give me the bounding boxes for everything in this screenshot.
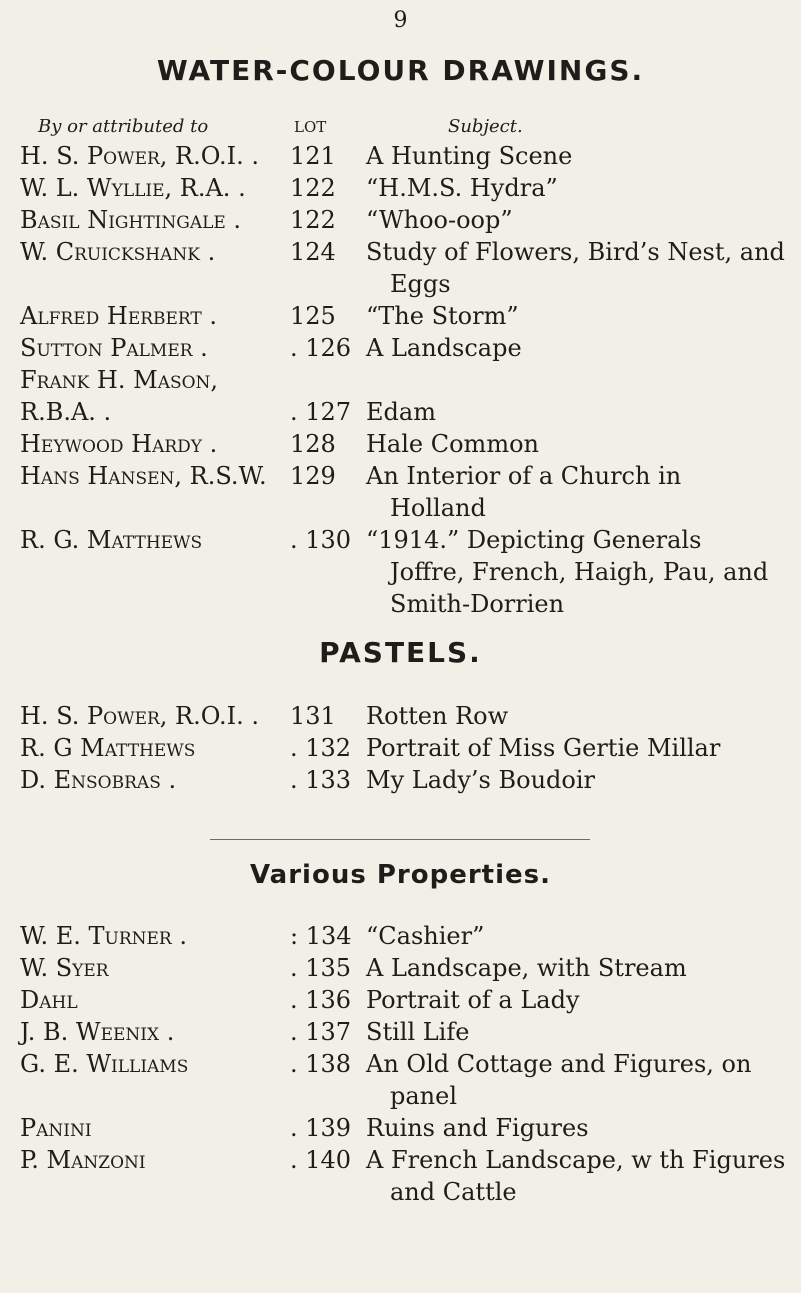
entry-lot-number bbox=[290, 428, 340, 460]
catalogue-entry bbox=[0, 1112, 801, 1144]
various-properties-list bbox=[0, 920, 801, 1208]
entry-lot-number-text: . 132 bbox=[290, 734, 352, 762]
entry-subject-text: A Hunting Scene bbox=[366, 142, 573, 170]
header-lot: LOT bbox=[294, 118, 327, 136]
entry-subject-text: Still Life bbox=[366, 1018, 470, 1046]
entry-artist-text: H. S. Power, R.O.I. . bbox=[20, 142, 260, 170]
catalogue-entry bbox=[0, 236, 801, 300]
entry-lot-number-text: 124 bbox=[290, 238, 336, 266]
entry-artist-text: Hans Hansen, R.S.W. bbox=[20, 462, 267, 490]
catalogue-entry bbox=[0, 204, 801, 236]
entry-subject bbox=[366, 204, 796, 236]
entry-artist-text: W. Cruickshank . bbox=[20, 238, 216, 266]
catalogue-entry bbox=[0, 920, 801, 952]
entry-subject bbox=[366, 920, 796, 952]
entry-subject bbox=[366, 524, 796, 620]
entry-lot-number-text: . 133 bbox=[290, 766, 352, 794]
entry-artist bbox=[20, 700, 259, 732]
entry-artist bbox=[20, 920, 187, 952]
entry-artist bbox=[20, 1016, 174, 1048]
entry-artist-text: W. L. Wyllie, R.A. . bbox=[20, 174, 246, 202]
entry-lot-number-text: : 134 bbox=[290, 922, 352, 950]
entry-artist bbox=[20, 460, 267, 492]
entry-artist bbox=[20, 172, 246, 204]
catalogue-entry bbox=[0, 700, 801, 732]
entry-lot-number bbox=[290, 236, 340, 268]
entry-artist-text: W. Syer bbox=[20, 954, 109, 982]
entry-artist-text: R. G. Matthews bbox=[20, 526, 203, 554]
entry-artist bbox=[20, 952, 109, 984]
entry-artist bbox=[20, 140, 259, 172]
entry-subject-continuation: and Cattle bbox=[390, 1178, 517, 1206]
entry-subject bbox=[366, 300, 796, 332]
entry-lot-number bbox=[290, 700, 340, 732]
entry-artist bbox=[20, 1048, 188, 1080]
entry-subject-continuation: Holland bbox=[390, 494, 486, 522]
entry-subject-continuation: Eggs bbox=[390, 270, 451, 298]
entry-lot-number-text: . 140 bbox=[290, 1146, 352, 1174]
entry-lot-number bbox=[290, 140, 340, 172]
entry-subject-text: “The Storm” bbox=[366, 302, 519, 330]
entry-artist-text: Heywood Hardy . bbox=[20, 430, 218, 458]
divider bbox=[210, 839, 590, 840]
entry-subject-text: Portrait of a Lady bbox=[366, 986, 580, 1014]
entry-lot-number bbox=[290, 1048, 352, 1080]
entry-artist bbox=[20, 524, 202, 556]
entry-artist bbox=[20, 300, 217, 332]
pastels-list bbox=[0, 700, 801, 796]
catalogue-entry bbox=[0, 1048, 801, 1112]
entry-lot-number bbox=[290, 764, 352, 796]
entry-artist-text: Basil Nightingale . bbox=[20, 206, 242, 234]
entry-artist bbox=[20, 364, 218, 396]
section-title-pastels: PASTELS. bbox=[319, 636, 482, 669]
entry-subject-continuation: Joffre, French, Haigh, Pau, and Smith-Dorrien bbox=[390, 558, 769, 618]
entry-lot-number bbox=[290, 920, 352, 952]
entry-subject bbox=[366, 1144, 796, 1208]
catalogue-entry bbox=[0, 300, 801, 332]
catalogue-entry bbox=[0, 524, 801, 620]
entry-lot-number-text: 121 bbox=[290, 142, 336, 170]
entry-subject-text: “H.M.S. Hydra” bbox=[366, 174, 558, 202]
entry-lot-number-text: . 139 bbox=[290, 1114, 352, 1142]
entry-lot-number-text: 131 bbox=[290, 702, 336, 730]
entry-artist-text: R.B.A. . bbox=[20, 398, 112, 426]
entry-lot-number bbox=[290, 524, 352, 556]
entry-subject-text: Ruins and Figures bbox=[366, 1114, 589, 1142]
entry-lot-number bbox=[290, 300, 340, 332]
entry-artist-text: G. E. Williams bbox=[20, 1050, 189, 1078]
entry-artist-text: R. G Matthews bbox=[20, 734, 196, 762]
entry-artist bbox=[20, 1144, 146, 1176]
entry-lot-number-text: 125 bbox=[290, 302, 336, 330]
entry-artist-text: Panini bbox=[20, 1114, 92, 1142]
entry-subject bbox=[366, 1016, 796, 1048]
entry-artist bbox=[20, 1112, 92, 1144]
entry-lot-number-text: . 137 bbox=[290, 1018, 352, 1046]
catalogue-entry bbox=[0, 460, 801, 524]
entry-lot-number bbox=[290, 332, 352, 364]
entry-subject bbox=[366, 460, 796, 524]
entry-lot-number-text: . 136 bbox=[290, 986, 352, 1014]
entry-subject bbox=[366, 1112, 796, 1144]
entry-subject-text: Hale Common bbox=[366, 430, 539, 458]
entry-artist bbox=[20, 732, 195, 764]
catalogue-entry bbox=[0, 1016, 801, 1048]
catalogue-entry bbox=[0, 984, 801, 1016]
entry-subject-text: A French Landscape, w th Figures bbox=[366, 1146, 786, 1174]
entry-subject bbox=[366, 764, 796, 796]
entry-artist-text: Dahl bbox=[20, 986, 78, 1014]
entry-subject bbox=[366, 428, 796, 460]
entry-subject-text: “Cashier” bbox=[366, 922, 485, 950]
entry-lot-number bbox=[290, 952, 352, 984]
entry-subject-text: Rotten Row bbox=[366, 702, 509, 730]
entry-lot-number bbox=[290, 984, 352, 1016]
catalogue-entry bbox=[0, 952, 801, 984]
entry-subject bbox=[366, 236, 796, 300]
entry-artist bbox=[20, 428, 217, 460]
entry-artist bbox=[20, 764, 176, 796]
entry-lot-number bbox=[290, 1144, 352, 1176]
entry-lot-number bbox=[290, 1016, 352, 1048]
entry-artist-text: P. Manzoni bbox=[20, 1146, 146, 1174]
section-title-various: Various Properties. bbox=[249, 860, 551, 890]
entry-lot-number bbox=[290, 1112, 352, 1144]
catalogue-entry bbox=[0, 428, 801, 460]
entry-subject-text: An Interior of a Church in bbox=[366, 462, 682, 490]
entry-subject-text: An Old Cottage and Figures, on bbox=[366, 1050, 752, 1078]
entry-artist bbox=[20, 204, 241, 236]
entry-artist-text: Frank H. Mason, bbox=[20, 366, 219, 394]
entry-artist-text: W. E. Turner . bbox=[20, 922, 187, 950]
entry-artist-text: J. B. Weenix . bbox=[20, 1018, 175, 1046]
entry-lot-number-text: 129 bbox=[290, 462, 336, 490]
entry-lot-number-text: . 127 bbox=[290, 398, 352, 426]
entry-lot-number bbox=[290, 396, 352, 428]
entry-subject-text: “1914.” Depicting Generals bbox=[366, 526, 702, 554]
catalogue-entry bbox=[0, 332, 801, 364]
header-artist: By or attributed to bbox=[38, 116, 209, 137]
entry-subject bbox=[366, 700, 796, 732]
entry-artist-text: D. Ensobras . bbox=[20, 766, 177, 794]
entry-artist bbox=[20, 236, 215, 268]
catalogue-entry bbox=[0, 732, 801, 764]
entry-subject-text: Portrait of Miss Gertie Millar bbox=[366, 734, 721, 762]
entry-subject-continuation: panel bbox=[390, 1082, 458, 1110]
catalogue-entry bbox=[0, 364, 801, 396]
catalogue-entry bbox=[0, 764, 801, 796]
entry-lot-number-text: . 135 bbox=[290, 954, 352, 982]
entry-lot-number bbox=[290, 204, 340, 236]
entry-subject bbox=[366, 1048, 796, 1112]
section-title-water-colour: WATER-COLOUR DRAWINGS. bbox=[156, 54, 645, 87]
catalogue-entry bbox=[0, 172, 801, 204]
entry-subject bbox=[366, 984, 796, 1016]
entry-subject-text: Study of Flowers, Bird’s Nest, and bbox=[366, 238, 785, 266]
entry-lot-number bbox=[290, 172, 340, 204]
water-colour-list bbox=[0, 140, 801, 620]
entry-subject-text: My Lady’s Boudoir bbox=[366, 766, 596, 794]
entry-subject bbox=[366, 396, 796, 428]
entry-lot-number bbox=[290, 460, 340, 492]
entry-subject-text: Edam bbox=[366, 398, 436, 426]
entry-subject bbox=[366, 140, 796, 172]
entry-lot-number-text: . 130 bbox=[290, 526, 352, 554]
catalogue-entry bbox=[0, 1144, 801, 1208]
entry-artist bbox=[20, 396, 111, 428]
entry-subject-text: A Landscape bbox=[366, 334, 522, 362]
entry-artist bbox=[20, 332, 208, 364]
entry-subject bbox=[366, 952, 796, 984]
entry-subject bbox=[366, 732, 796, 764]
entry-lot-number-text: 122 bbox=[290, 174, 336, 202]
catalogue-entry bbox=[0, 396, 801, 428]
entry-subject bbox=[366, 172, 796, 204]
entry-artist-text: H. S. Power, R.O.I. . bbox=[20, 702, 260, 730]
entry-lot-number-text: 128 bbox=[290, 430, 336, 458]
entry-artist-text: Alfred Herbert . bbox=[20, 302, 218, 330]
entry-lot-number bbox=[290, 732, 352, 764]
entry-lot-number-text: . 138 bbox=[290, 1050, 352, 1078]
entry-artist bbox=[20, 984, 78, 1016]
entry-artist-text: Sutton Palmer . bbox=[20, 334, 208, 362]
catalogue-entry bbox=[0, 140, 801, 172]
entry-lot-number-text: 122 bbox=[290, 206, 336, 234]
entry-subject-text: “Whoo-oop” bbox=[366, 206, 513, 234]
entry-subject-text: A Landscape, with Stream bbox=[366, 954, 687, 982]
entry-subject bbox=[366, 332, 796, 364]
page-number: 9 bbox=[393, 8, 408, 33]
header-subject: Subject. bbox=[448, 116, 523, 137]
entry-lot-number-text: . 126 bbox=[290, 334, 352, 362]
